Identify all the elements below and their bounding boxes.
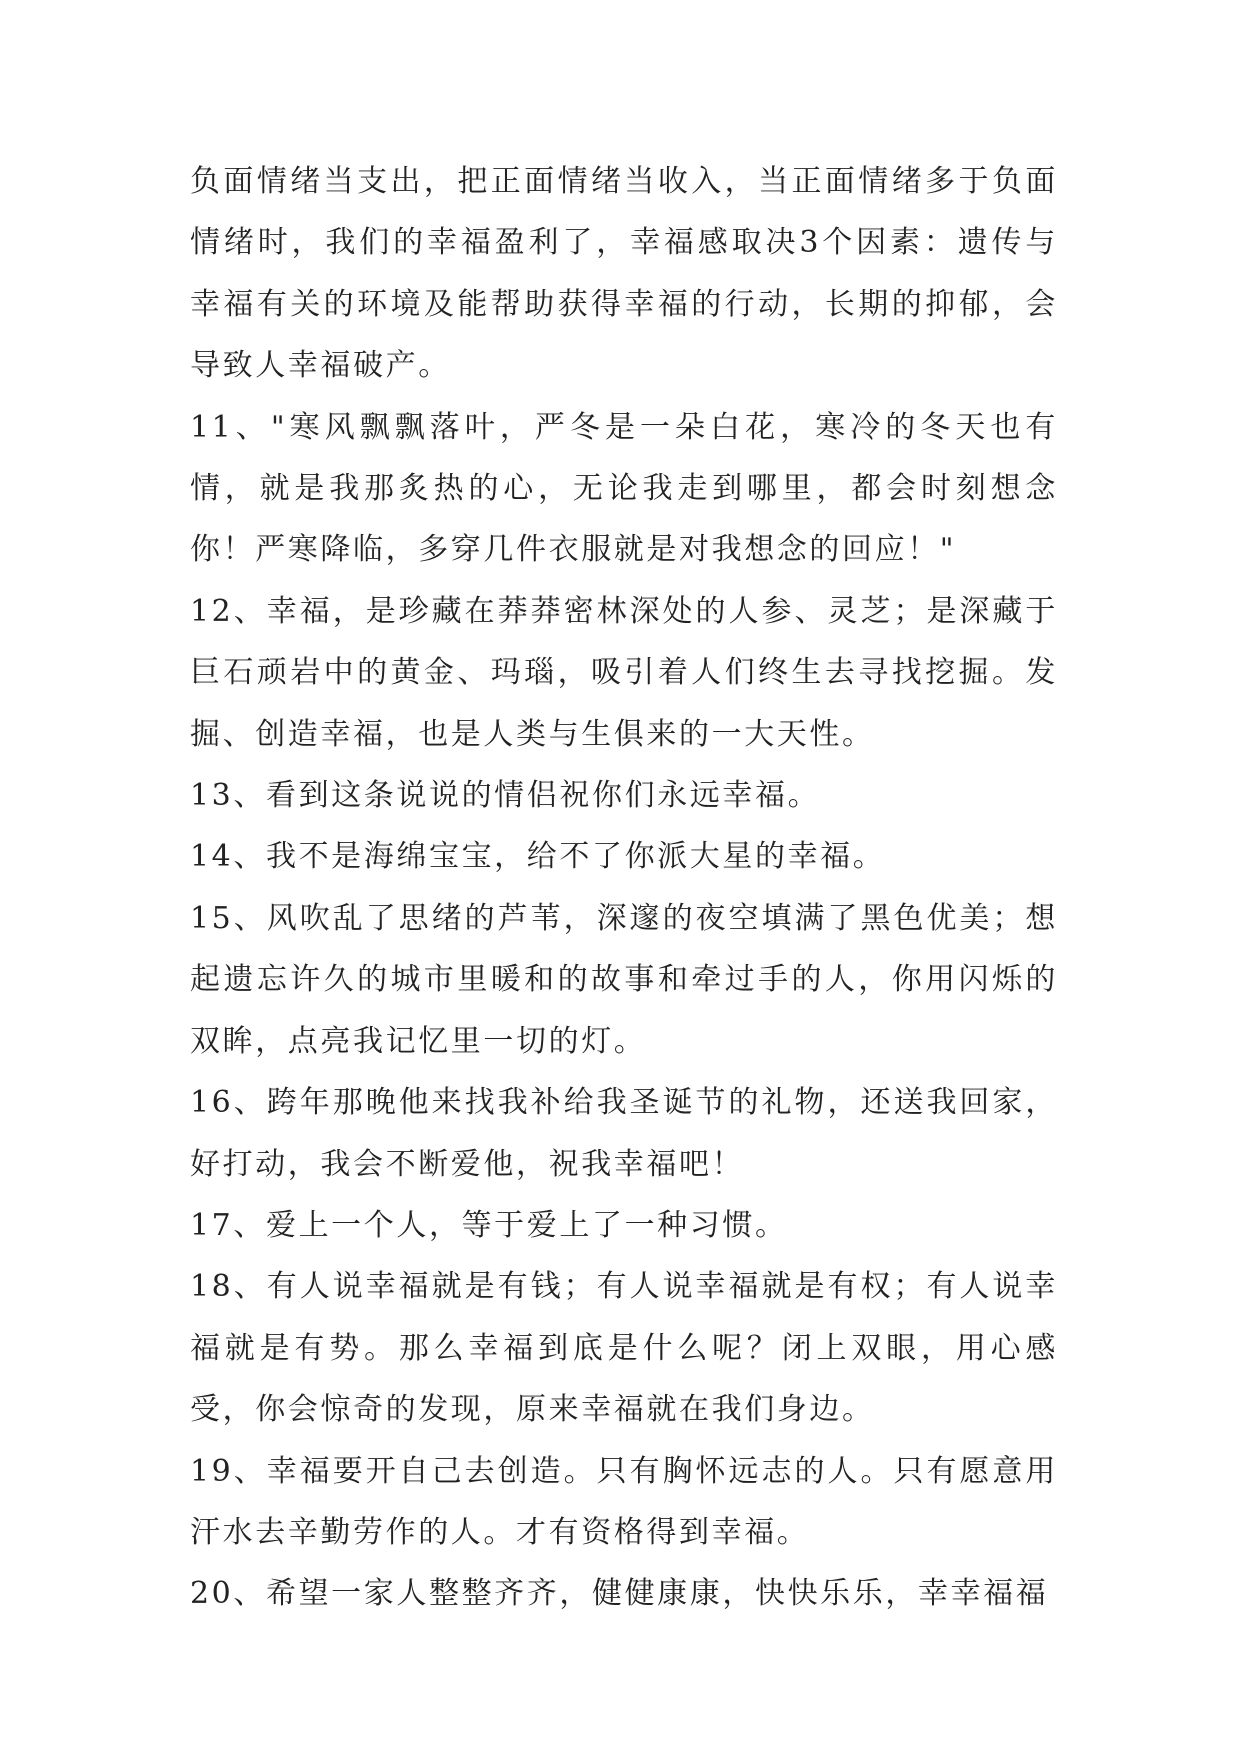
paragraph-continuation: 负面情绪当支出，把正面情绪当收入，当正面情绪多于负面情绪时，我们的幸福盈利了，幸福感取决3个因素：遗传与幸福有关的环境及能帮助获得幸福的行动，长期的抑郁，会导致人幸福破产。 [190,164,1058,384]
paragraph-item-15: 15、风吹乱了思绪的芦苇，深邃的夜空填满了黑色优美；想起遗忘许久的城市里暖和的故事和牵过手的人，你用闪烁的双眸，点亮我记忆里一切的灯。 [190,900,1058,1059]
paragraph-item-17: 17、爱上一个人，等于爱上了一种习惯。 [190,1207,788,1243]
paragraph-item-12: 12、幸福，是珍藏在莽莽密林深处的人参、灵芝；是深藏于巨石顽岩中的黄金、玛瑙，吸引着人们终生去寻找挖掘。发掘、创造幸福，也是人类与生俱来的一大天性。 [190,593,1058,752]
paragraph-item-19: 19、幸福要开自己去创造。只有胸怀远志的人。只有愿意用汗水去辛勤劳作的人。才有资格得到幸福。 [190,1453,1058,1550]
paragraph-item-20: 20、希望一家人整整齐齐，健健康康，快快乐乐，幸幸福福 [190,1576,1049,1612]
paragraph-item-18: 18、有人说幸福就是有钱；有人说幸福就是有权；有人说幸福就是有势。那么幸福到底是什么呢？闭上双眼，用心感受，你会惊奇的发现，原来幸福就在我们身边。 [190,1269,1058,1428]
paragraph-item-11: 11、"寒风飘飘落叶，严冬是一朵白花，寒冷的冬天也有情，就是我那炙热的心，无论我走到哪里，都会时刻想念你！严寒降临，多穿几件衣服就是对我想念的回应！" [190,409,1058,568]
paragraph-item-14: 14、我不是海绵宝宝，给不了你派大星的幸福。 [190,839,886,875]
paragraph-item-16: 16、跨年那晚他来找我补给我圣诞节的礼物，还送我回家，好打动，我会不断爱他，祝我幸福吧！ [190,1085,1058,1182]
document-body [190,151,1058,1625]
paragraph-item-13: 13、看到这条说说的情侣祝你们永远幸福。 [190,778,821,814]
